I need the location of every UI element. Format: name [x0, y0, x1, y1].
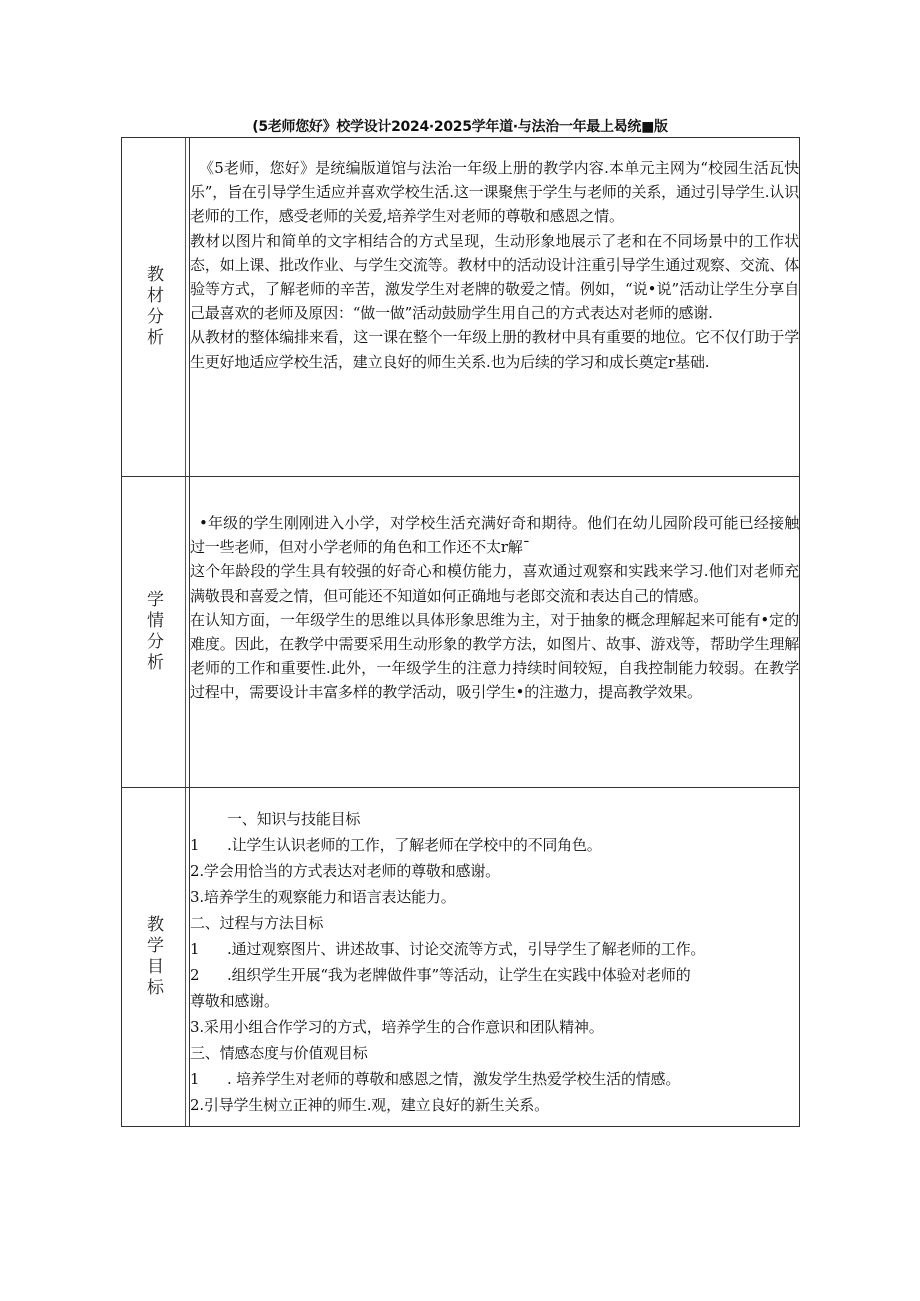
- goal-line: [190, 1014, 799, 1040]
- goal-line: [190, 1092, 799, 1118]
- section-label-cell: [122, 477, 190, 788]
- paragraph: 《5老师，您好》是统编版道馆与法治一年级上册的教学内容.本单元主网为“校园生活瓦快乐”，旨在引导学生适应并喜欢学校生活.这一课聚焦于学生与老师的关系，通过引导学生.认识老师的工作，感受老师的关爱,培养学生对老师的尊敬和感恩之情。: [190, 159, 799, 226]
- section-content: [190, 477, 800, 788]
- goal-text: .通过观察图片、讲述故事、讨论交流等方式，引导学生了解老师的工作。: [227, 940, 706, 958]
- section-label: 教材分析: [147, 265, 164, 348]
- paragraph: 从教材的整体编排来看，这一课在整个一年级上册的教材中具有重要的地位。它不仅仃助于学生更好地适应学校生活，建立良好的师生关系.也为后续的学习和成长奠定r基础.: [190, 328, 799, 371]
- goal-line: [190, 910, 799, 936]
- paragraph: 这个年龄段的学生具有较强的好奇心和模仿能力，喜欢通过观察和实践来学习.他们对老师充满敬畏和喜爱之情，但可能还不知道如何正确地与老郎交流和表达自己的情感。: [190, 562, 799, 605]
- goal-text: 尊敬和感谢。: [190, 992, 279, 1010]
- paragraph: 在认知方面，一年级学生的思维以具体形象思维为主，对于抽象的概念理解起来可能有•定的难度。因此，在教学中需要采用生动形象的教学方法，如图片、故事、游戏等，帮助学生理解老师的工作和重要性.此外，一年级学生的注意力持续时间较短，自我控制能力较弱。在教学过程中，需要设计丰富多样的教学活动，吸引学生•的注遨力，提高教学效果。: [190, 610, 799, 702]
- section-label: 教学目标: [147, 915, 164, 998]
- goal-text: .让学生认识老师的工作，了解老师在学校中的不同角色。: [227, 836, 602, 854]
- goal-line: [190, 962, 799, 988]
- goal-number: 2: [190, 966, 200, 984]
- goal-number: 1: [190, 836, 200, 854]
- section-label-cell: [122, 138, 190, 477]
- goal-line: [190, 988, 799, 1014]
- section-content: [190, 138, 800, 477]
- goal-text: 2.引导学生树立正神的师生.观，建立良好的新生关系。: [190, 1096, 549, 1114]
- goal-line: [190, 806, 799, 832]
- goal-line: [190, 1066, 799, 1092]
- goal-text: 一、知识与技能目标: [227, 810, 361, 828]
- goal-line: [190, 884, 799, 910]
- paragraph: •年级的学生刚刚进入小学，对学校生活充满好奇和期待。他们在幼儿园阶段可能已经接触过一些老师，但对小学老师的角色和工作还不太r解ˉ: [190, 514, 799, 557]
- section-label: 学情分析: [147, 590, 164, 673]
- goal-text: 2.学会用恰当的方式表达对老师的尊敬和感谢。: [190, 862, 500, 880]
- goal-text: 三、情感态度与价值观目标: [190, 1044, 368, 1062]
- goal-number: 1: [190, 940, 200, 958]
- section-textbook-analysis: [122, 138, 800, 477]
- goal-text: .组织学生开展“我为老牌做件事”等活动，让学生在实践中体验对老师的: [227, 966, 691, 984]
- section-content: [190, 788, 800, 1127]
- goal-number: 1: [190, 1070, 200, 1088]
- goal-text: 3.采用小组合作学习的方式，培养学生的合作意识和团队精神。: [190, 1018, 604, 1036]
- section-teaching-goals: [122, 788, 800, 1127]
- lesson-plan-table: [121, 137, 800, 1127]
- section-student-analysis: [122, 477, 800, 788]
- goal-text: . 培养学生对老师的尊敬和感恩之情，激发学生热爱学校生活的情感。: [227, 1070, 681, 1088]
- goal-line: [190, 832, 799, 858]
- goal-text: 二、过程与方法目标: [190, 914, 324, 932]
- goal-line: [190, 1040, 799, 1066]
- document-title: (5老师您好》校学设计2024·2025学年道·与法治一年最上曷统■版: [252, 119, 668, 135]
- goal-line: [190, 936, 799, 962]
- goal-text: 3.培养学生的观察能力和语言表达能力。: [190, 888, 456, 906]
- section-label-cell: [122, 788, 190, 1127]
- goal-line: [190, 858, 799, 884]
- paragraph: 教材以图片和简单的文字相结合的方式呈现，生动形象地展示了老和在不同场景中的工作状态，如上课、批改作业、与学生交流等。教材中的活动设计注重引导学生通过观察、交流、体验等方式，了解老师的辛苦，激发学生对老牌的敬爱之情。例如，“说•说”活动让学生分享自己最喜欢的老师及原因：“做一做”活动鼓励学生用自己的方式表达对老师的感谢.: [190, 231, 799, 323]
